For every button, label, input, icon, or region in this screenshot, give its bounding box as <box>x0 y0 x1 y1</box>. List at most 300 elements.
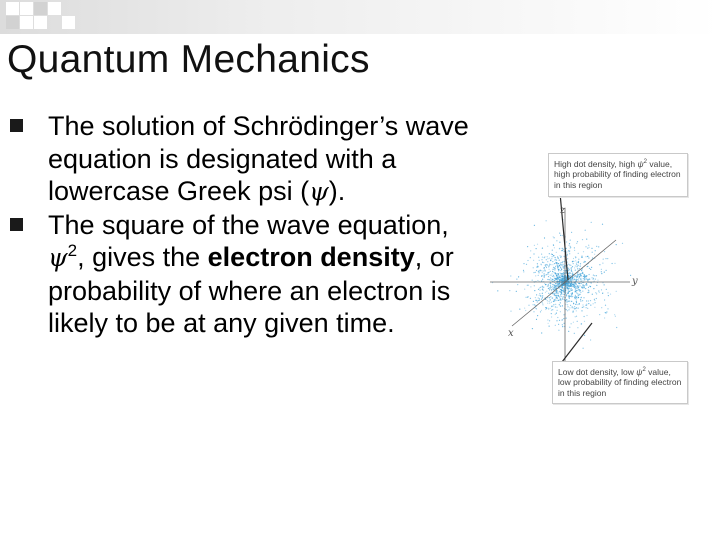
electron-dot <box>616 244 617 245</box>
electron-dot <box>597 280 598 281</box>
electron-dot <box>572 261 573 262</box>
electron-dot <box>577 293 578 294</box>
electron-dot <box>563 249 564 250</box>
electron-dot <box>530 298 531 299</box>
electron-dot <box>567 293 568 294</box>
electron-dot <box>569 327 570 328</box>
electron-dot <box>527 246 528 247</box>
electron-dot <box>622 243 623 244</box>
electron-dot <box>566 318 567 319</box>
electron-dot <box>586 239 587 240</box>
electron-dot <box>559 272 560 273</box>
electron-dot <box>554 280 555 281</box>
electron-dot <box>580 299 581 300</box>
electron-dot <box>559 291 560 292</box>
electron-dot <box>561 280 562 281</box>
electron-dot <box>582 272 583 273</box>
electron-dot <box>559 284 560 285</box>
electron-dot <box>563 278 564 279</box>
electron-dot <box>579 304 580 305</box>
header-square <box>62 16 75 29</box>
electron-dot <box>560 302 561 303</box>
electron-dot <box>528 296 529 297</box>
electron-dot <box>546 291 547 292</box>
electron-dot <box>590 286 591 287</box>
electron-dot <box>549 289 550 290</box>
electron-dot <box>560 311 561 312</box>
psi-symbol: ψ <box>636 366 643 377</box>
electron-dot <box>552 250 553 251</box>
electron-dot <box>579 294 580 295</box>
electron-dot <box>537 315 538 316</box>
electron-dot <box>555 259 556 260</box>
electron-dot <box>571 267 572 268</box>
electron-dot <box>510 275 511 276</box>
electron-dot <box>553 301 554 302</box>
electron-dot <box>547 256 548 257</box>
psi-symbol: ψ <box>309 177 329 206</box>
electron-dot <box>551 313 552 314</box>
electron-dot <box>556 240 557 241</box>
electron-dot <box>594 307 595 308</box>
electron-dot <box>552 276 553 277</box>
electron-dot <box>578 283 579 284</box>
electron-dot <box>574 275 575 276</box>
electron-dot <box>530 257 531 258</box>
electron-dot <box>553 287 554 288</box>
electron-dot <box>590 269 591 270</box>
electron-dot <box>540 264 541 265</box>
electron-dot <box>541 332 542 333</box>
electron-dot <box>578 280 579 281</box>
electron-dot <box>569 243 570 244</box>
electron-dot <box>556 293 557 294</box>
electron-dot <box>596 275 597 276</box>
electron-dot <box>579 276 580 277</box>
electron-dot <box>575 265 576 266</box>
electron-dot <box>552 271 553 272</box>
electron-dot <box>555 283 556 284</box>
electron-dot <box>544 237 545 238</box>
electron-dot <box>589 247 590 248</box>
electron-dot <box>561 262 562 263</box>
electron-dot <box>543 290 544 291</box>
electron-dot <box>560 262 561 263</box>
electron-dot <box>583 306 584 307</box>
electron-dot <box>568 289 569 290</box>
electron-dot <box>567 306 568 307</box>
electron-dot <box>555 293 556 294</box>
electron-dot <box>572 292 573 293</box>
electron-dot <box>596 246 597 247</box>
electron-dot <box>602 224 603 225</box>
electron-dot <box>562 290 563 291</box>
electron-dot <box>615 316 616 317</box>
electron-dot <box>584 335 585 336</box>
electron-dot <box>557 277 558 278</box>
electron-dot <box>571 283 572 284</box>
electron-dot <box>576 290 577 291</box>
electron-dot <box>538 297 539 298</box>
electron-dot <box>564 251 565 252</box>
electron-dot <box>568 245 569 246</box>
electron-dot <box>567 254 568 255</box>
electron-dot <box>577 321 578 322</box>
electron-dot <box>574 247 575 248</box>
electron-dot <box>537 301 538 302</box>
electron-dot <box>553 255 554 256</box>
electron-dot <box>561 296 562 297</box>
electron-dot <box>574 306 575 307</box>
electron-dot <box>576 310 577 311</box>
electron-dot <box>555 262 556 263</box>
electron-dot <box>551 310 552 311</box>
electron-dot <box>558 324 559 325</box>
electron-dot <box>578 287 579 288</box>
electron-dot <box>575 257 576 258</box>
electron-dot <box>538 300 539 301</box>
electron-dot <box>550 260 551 261</box>
electron-dot <box>550 283 551 284</box>
electron-dot <box>533 301 534 302</box>
electron-dot <box>576 243 577 244</box>
electron-dot <box>557 317 558 318</box>
electron-dot <box>561 292 562 293</box>
electron-dot <box>562 279 563 280</box>
electron-dot <box>554 286 555 287</box>
electron-dot <box>585 246 586 247</box>
electron-dot <box>546 220 547 221</box>
electron-dot <box>553 275 554 276</box>
electron-dot <box>579 289 580 290</box>
callout-text: High dot density, high <box>554 158 638 169</box>
electron-dot <box>576 288 577 289</box>
electron-dot <box>569 285 570 286</box>
electron-dot <box>554 272 555 273</box>
electron-dot <box>573 284 574 285</box>
electron-dot <box>573 258 574 259</box>
electron-dot <box>590 305 591 306</box>
electron-dot <box>578 297 579 298</box>
electron-dot <box>540 287 541 288</box>
electron-dot <box>550 277 551 278</box>
electron-dot <box>537 266 538 267</box>
electron-dot <box>587 266 588 267</box>
electron-dot <box>591 248 592 249</box>
electron-dot <box>576 307 577 308</box>
electron-dot <box>577 279 578 280</box>
electron-dot <box>584 321 585 322</box>
electron-dot <box>595 279 596 280</box>
electron-dot <box>587 248 588 249</box>
electron-dot <box>539 290 540 291</box>
electron-dot <box>573 303 574 304</box>
electron-dot <box>549 272 550 273</box>
psi-symbol: ψ <box>48 243 68 272</box>
electron-dot <box>557 265 558 266</box>
electron-dot <box>583 278 584 279</box>
bullet-text: The square of the wave equation, <box>48 209 449 240</box>
electron-dot <box>561 299 562 300</box>
electron-dot <box>539 260 540 261</box>
electron-dot <box>549 326 550 327</box>
electron-dot <box>584 276 585 277</box>
electron-dot <box>576 316 577 317</box>
electron-dot <box>560 277 561 278</box>
electron-dot <box>593 288 594 289</box>
electron-dot <box>591 267 592 268</box>
electron-dot <box>575 308 576 309</box>
electron-dot <box>562 261 563 262</box>
electron-dot <box>573 279 574 280</box>
electron-dot <box>544 273 545 274</box>
electron-dot <box>601 289 602 290</box>
electron-dot <box>552 256 553 257</box>
electron-dot <box>523 263 524 264</box>
electron-dot <box>555 306 556 307</box>
bullet-text: The solution of Schrödinger’s wave equation is designated with a lowercase Greek psi ( <box>48 111 469 206</box>
electron-dot <box>550 296 551 297</box>
electron-dot <box>581 323 582 324</box>
electron-dot <box>587 308 588 309</box>
electron-dot <box>551 280 552 281</box>
electron-dot <box>583 262 584 263</box>
electron-dot <box>566 241 567 242</box>
electron-dot <box>562 248 563 249</box>
electron-dot <box>546 274 547 275</box>
electron-dot <box>571 293 572 294</box>
electron-dot <box>561 320 562 321</box>
bullet-text: ). <box>328 176 346 206</box>
electron-dot <box>584 279 585 280</box>
electron-dot <box>572 272 573 273</box>
electron-dot <box>569 307 570 308</box>
electron-density-figure <box>490 148 690 408</box>
electron-dot <box>562 264 563 265</box>
electron-dot <box>550 271 551 272</box>
electron-dot <box>569 287 570 288</box>
electron-dot <box>536 300 537 301</box>
bullet-item <box>10 209 480 340</box>
electron-dot <box>574 308 575 309</box>
electron-dot <box>548 272 549 273</box>
electron-dot <box>557 292 558 293</box>
electron-dot <box>538 275 539 276</box>
electron-dot <box>572 266 573 267</box>
electron-dot <box>588 257 589 258</box>
square-bullet-icon <box>10 218 23 231</box>
electron-dot <box>588 287 589 288</box>
electron-dot <box>563 318 564 319</box>
electron-dot <box>516 291 517 292</box>
electron-dot <box>543 262 544 263</box>
electron-dot <box>568 295 569 296</box>
electron-dot <box>567 255 568 256</box>
electron-dot <box>523 271 524 272</box>
electron-dot <box>586 300 587 301</box>
electron-dot <box>578 253 579 254</box>
electron-dot <box>604 284 605 285</box>
electron-dot <box>557 267 558 268</box>
electron-dot <box>539 300 540 301</box>
electron-dot <box>555 257 556 258</box>
electron-dot <box>560 279 561 280</box>
electron-dot <box>533 253 534 254</box>
electron-dot <box>547 300 548 301</box>
electron-dot <box>548 323 549 324</box>
electron-dot <box>550 299 551 300</box>
electron-dot <box>576 279 577 280</box>
electron-dot <box>602 293 603 294</box>
electron-dot <box>545 270 546 271</box>
electron-dot <box>588 303 589 304</box>
electron-dot <box>569 301 570 302</box>
electron-dot <box>569 269 570 270</box>
electron-dot <box>569 291 570 292</box>
electron-dot <box>542 304 543 305</box>
electron-dot <box>549 301 550 302</box>
electron-dot <box>538 272 539 273</box>
electron-dot <box>543 287 544 288</box>
electron-dot <box>535 297 536 298</box>
electron-dot <box>554 278 555 279</box>
electron-dot <box>530 286 531 287</box>
electron-dot <box>588 245 589 246</box>
electron-dot <box>538 289 539 290</box>
electron-dot <box>555 266 556 267</box>
electron-dot <box>560 298 561 299</box>
electron-dot <box>570 273 571 274</box>
electron-dot <box>567 285 568 286</box>
electron-dot <box>585 284 586 285</box>
electron-dot <box>548 288 549 289</box>
electron-dot <box>563 288 564 289</box>
electron-dot <box>559 279 560 280</box>
electron-dot <box>583 348 584 349</box>
electron-dot <box>575 256 576 257</box>
electron-dot <box>569 296 570 297</box>
electron-dot <box>562 235 563 236</box>
electron-dot <box>577 273 578 274</box>
electron-dot <box>566 295 567 296</box>
electron-dot <box>545 309 546 310</box>
electron-dot <box>579 283 580 284</box>
electron-dot <box>586 283 587 284</box>
electron-dot <box>546 264 547 265</box>
electron-dot <box>580 273 581 274</box>
electron-dot <box>546 267 547 268</box>
electron-dot <box>536 248 537 249</box>
electron-dot <box>556 260 557 261</box>
electron-dot <box>568 301 569 302</box>
electron-dot <box>580 292 581 293</box>
electron-dot <box>601 269 602 270</box>
electron-dot <box>579 277 580 278</box>
electron-dot <box>616 291 617 292</box>
electron-dot <box>539 293 540 294</box>
electron-dot <box>580 263 581 264</box>
electron-dot <box>558 330 559 331</box>
electron-dot <box>523 270 524 271</box>
electron-dot <box>588 300 589 301</box>
electron-dot <box>582 291 583 292</box>
electron-dot <box>558 258 559 259</box>
electron-dot <box>567 287 568 288</box>
electron-dot <box>569 253 570 254</box>
header-square <box>6 2 19 15</box>
electron-dot <box>552 264 553 265</box>
electron-dot <box>576 284 577 285</box>
electron-dot <box>560 294 561 295</box>
electron-dot <box>573 286 574 287</box>
electron-dot <box>561 256 562 257</box>
electron-dot <box>593 303 594 304</box>
electron-dot <box>604 299 605 300</box>
electron-dot <box>586 307 587 308</box>
electron-dot <box>567 284 568 285</box>
electron-dot <box>590 300 591 301</box>
y-axis-label: y <box>632 276 638 287</box>
header-gradient <box>0 0 720 34</box>
electron-dot <box>601 271 602 272</box>
electron-dot <box>570 247 571 248</box>
electron-dot <box>572 279 573 280</box>
electron-dot <box>555 314 556 315</box>
electron-dot <box>571 271 572 272</box>
electron-dot <box>566 271 567 272</box>
electron-dot <box>582 287 583 288</box>
electron-dot <box>559 265 560 266</box>
electron-dot <box>580 278 581 279</box>
electron-dot <box>545 292 546 293</box>
electron-dot <box>497 290 498 291</box>
electron-dot <box>556 296 557 297</box>
electron-dot <box>539 295 540 296</box>
electron-dot <box>547 303 548 304</box>
electron-dot <box>550 275 551 276</box>
electron-dot <box>612 263 613 264</box>
electron-dot <box>553 279 554 280</box>
electron-dot <box>542 293 543 294</box>
electron-dot <box>560 264 561 265</box>
electron-dot <box>560 267 561 268</box>
electron-dot <box>548 293 549 294</box>
electron-dot <box>594 275 595 276</box>
electron-dot <box>601 273 602 274</box>
x-axis-label: x <box>508 328 514 339</box>
electron-dot <box>602 263 603 264</box>
electron-dot <box>551 302 552 303</box>
electron-dot <box>573 263 574 264</box>
electron-dot <box>614 263 615 264</box>
electron-dot <box>576 301 577 302</box>
electron-dot <box>549 258 550 259</box>
electron-dot <box>568 331 569 332</box>
electron-dot <box>571 290 572 291</box>
electron-dot <box>548 279 549 280</box>
electron-dot <box>573 322 574 323</box>
electron-dot <box>578 261 579 262</box>
electron-dot <box>594 254 595 255</box>
electron-dot <box>563 277 564 278</box>
electron-dot <box>552 298 553 299</box>
electron-dot <box>566 278 567 279</box>
electron-dot <box>536 294 537 295</box>
electron-dot <box>543 270 544 271</box>
electron-dot <box>574 250 575 251</box>
header-square <box>6 16 19 29</box>
electron-dot <box>590 339 591 340</box>
